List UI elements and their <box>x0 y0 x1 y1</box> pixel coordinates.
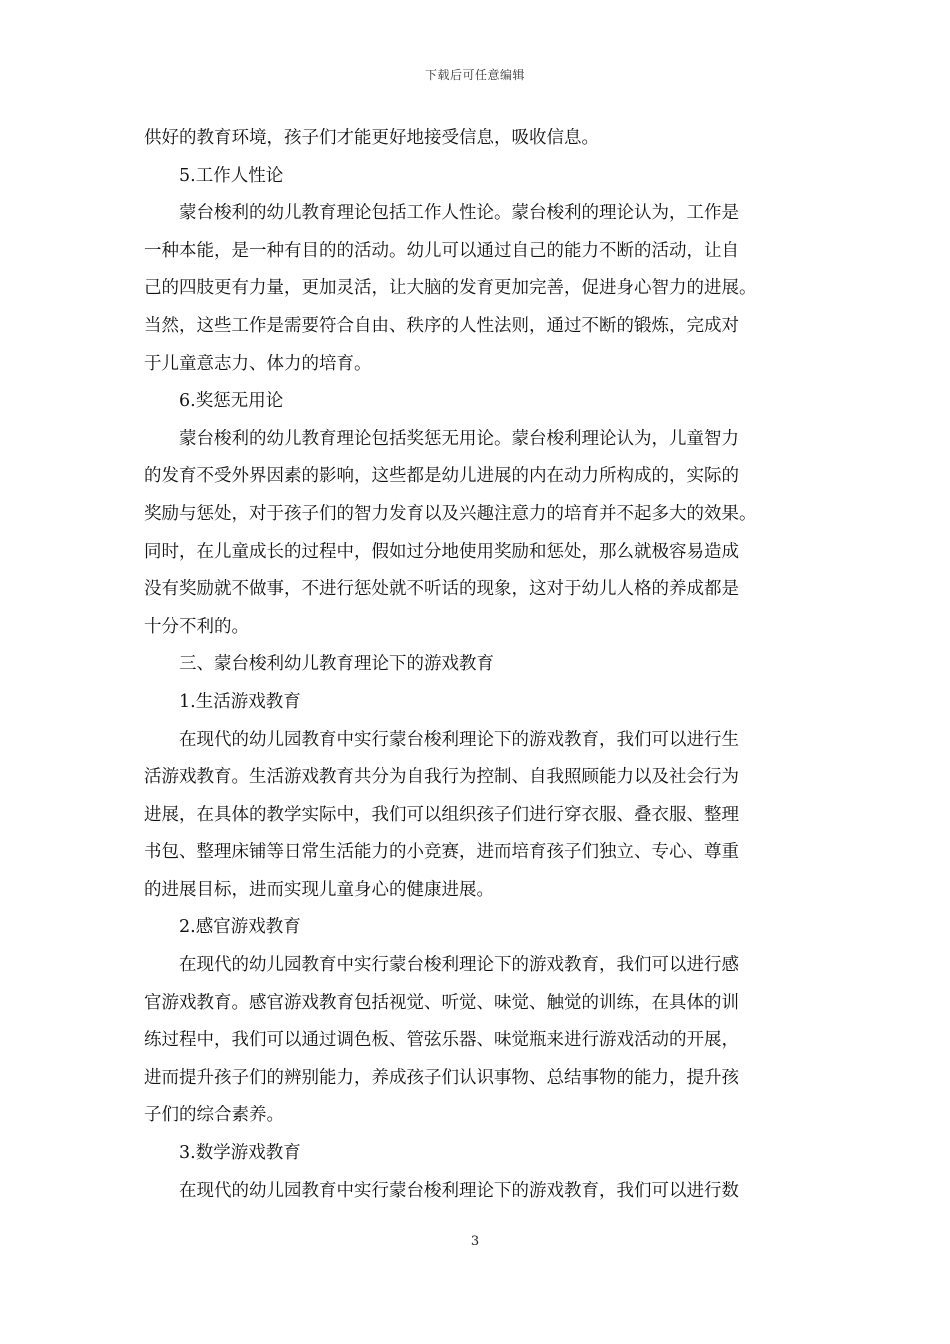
text-line: 5.工作人性论 <box>179 165 284 186</box>
text-line: 蒙台梭利的幼儿教育理论包括工作人性论。蒙台梭利的理论认为，工作是 <box>179 203 739 224</box>
text-line: 的发育不受外界因素的影响，这些都是幼儿进展的内在动力所构成的，实际的 <box>144 466 739 487</box>
text-line: 在现代的幼儿园教育中实行蒙台梭利理论下的游戏教育，我们可以进行感 <box>179 955 739 976</box>
text-line: 1.生活游戏教育 <box>179 691 301 712</box>
text-line: 书包、整理床铺等日常生活能力的小竞赛，进而培育孩子们独立、专心、尊重 <box>144 842 739 863</box>
text-line: 己的四肢更有力量，更加灵活，让大脑的发育更加完善，促进身心智力的进展。 <box>144 278 757 299</box>
text-line: 活游戏教育。生活游戏教育共分为自我行为控制、自我照顾能力以及社会行为 <box>144 767 739 788</box>
text-line: 十分不利的。 <box>144 616 249 637</box>
document-body <box>144 120 814 1210</box>
text-line: 供好的教育环境，孩子们才能更好地接受信息，吸收信息。 <box>144 128 599 148</box>
text-line: 同时，在儿童成长的过程中，假如过分地使用奖励和惩处，那么就极容易造成 <box>144 541 739 562</box>
text-line: 进展，在具体的教学实际中，我们可以组织孩子们进行穿衣服、叠衣服、整理 <box>144 804 739 825</box>
text-line: 子们的综合素养。 <box>144 1105 284 1126</box>
text-line: 的进展目标，进而实现儿童身心的健康进展。 <box>144 879 494 900</box>
text-line: 在现代的幼儿园教育中实行蒙台梭利理论下的游戏教育，我们可以进行数 <box>179 1180 739 1201</box>
text-line: 一种本能，是一种有目的的活动。幼儿可以通过自己的能力不断的活动，让自 <box>144 240 739 261</box>
text-line: 官游戏教育。感官游戏教育包括视觉、听觉、味觉、触觉的训练，在具体的训 <box>144 992 739 1013</box>
text-line: 6.奖惩无用论 <box>179 391 284 412</box>
text-line: 奖励与惩处，对于孩子们的智力发育以及兴趣注意力的培育并不起多大的效果。 <box>144 503 757 524</box>
text-line: 3.数学游戏教育 <box>179 1143 301 1164</box>
text-line: 进而提升孩子们的辨别能力，养成孩子们认识事物、总结事物的能力，提升孩 <box>144 1067 739 1088</box>
text-line: 于儿童意志力、体力的培育。 <box>144 353 372 374</box>
page-number: 3 <box>470 1234 480 1249</box>
page-header: 下载后可任意编辑 <box>424 68 525 82</box>
text-line: 蒙台梭利的幼儿教育理论包括奖惩无用论。蒙台梭利理论认为，儿童智力 <box>179 428 739 449</box>
text-line: 练过程中，我们可以通过调色板、管弦乐器、味觉瓶来进行游戏活动的开展， <box>144 1030 739 1051</box>
text-line: 当然，这些工作是需要符合自由、秩序的人性法则，通过不断的锻炼，完成对 <box>144 315 739 336</box>
text-line: 没有奖励就不做事，不进行惩处就不听话的现象，这对于幼儿人格的养成都是 <box>144 579 739 600</box>
text-line: 三、蒙台梭利幼儿教育理论下的游戏教育 <box>179 654 494 675</box>
text-line: 2.感官游戏教育 <box>179 917 301 938</box>
text-line: 在现代的幼儿园教育中实行蒙台梭利理论下的游戏教育，我们可以进行生 <box>179 729 739 750</box>
